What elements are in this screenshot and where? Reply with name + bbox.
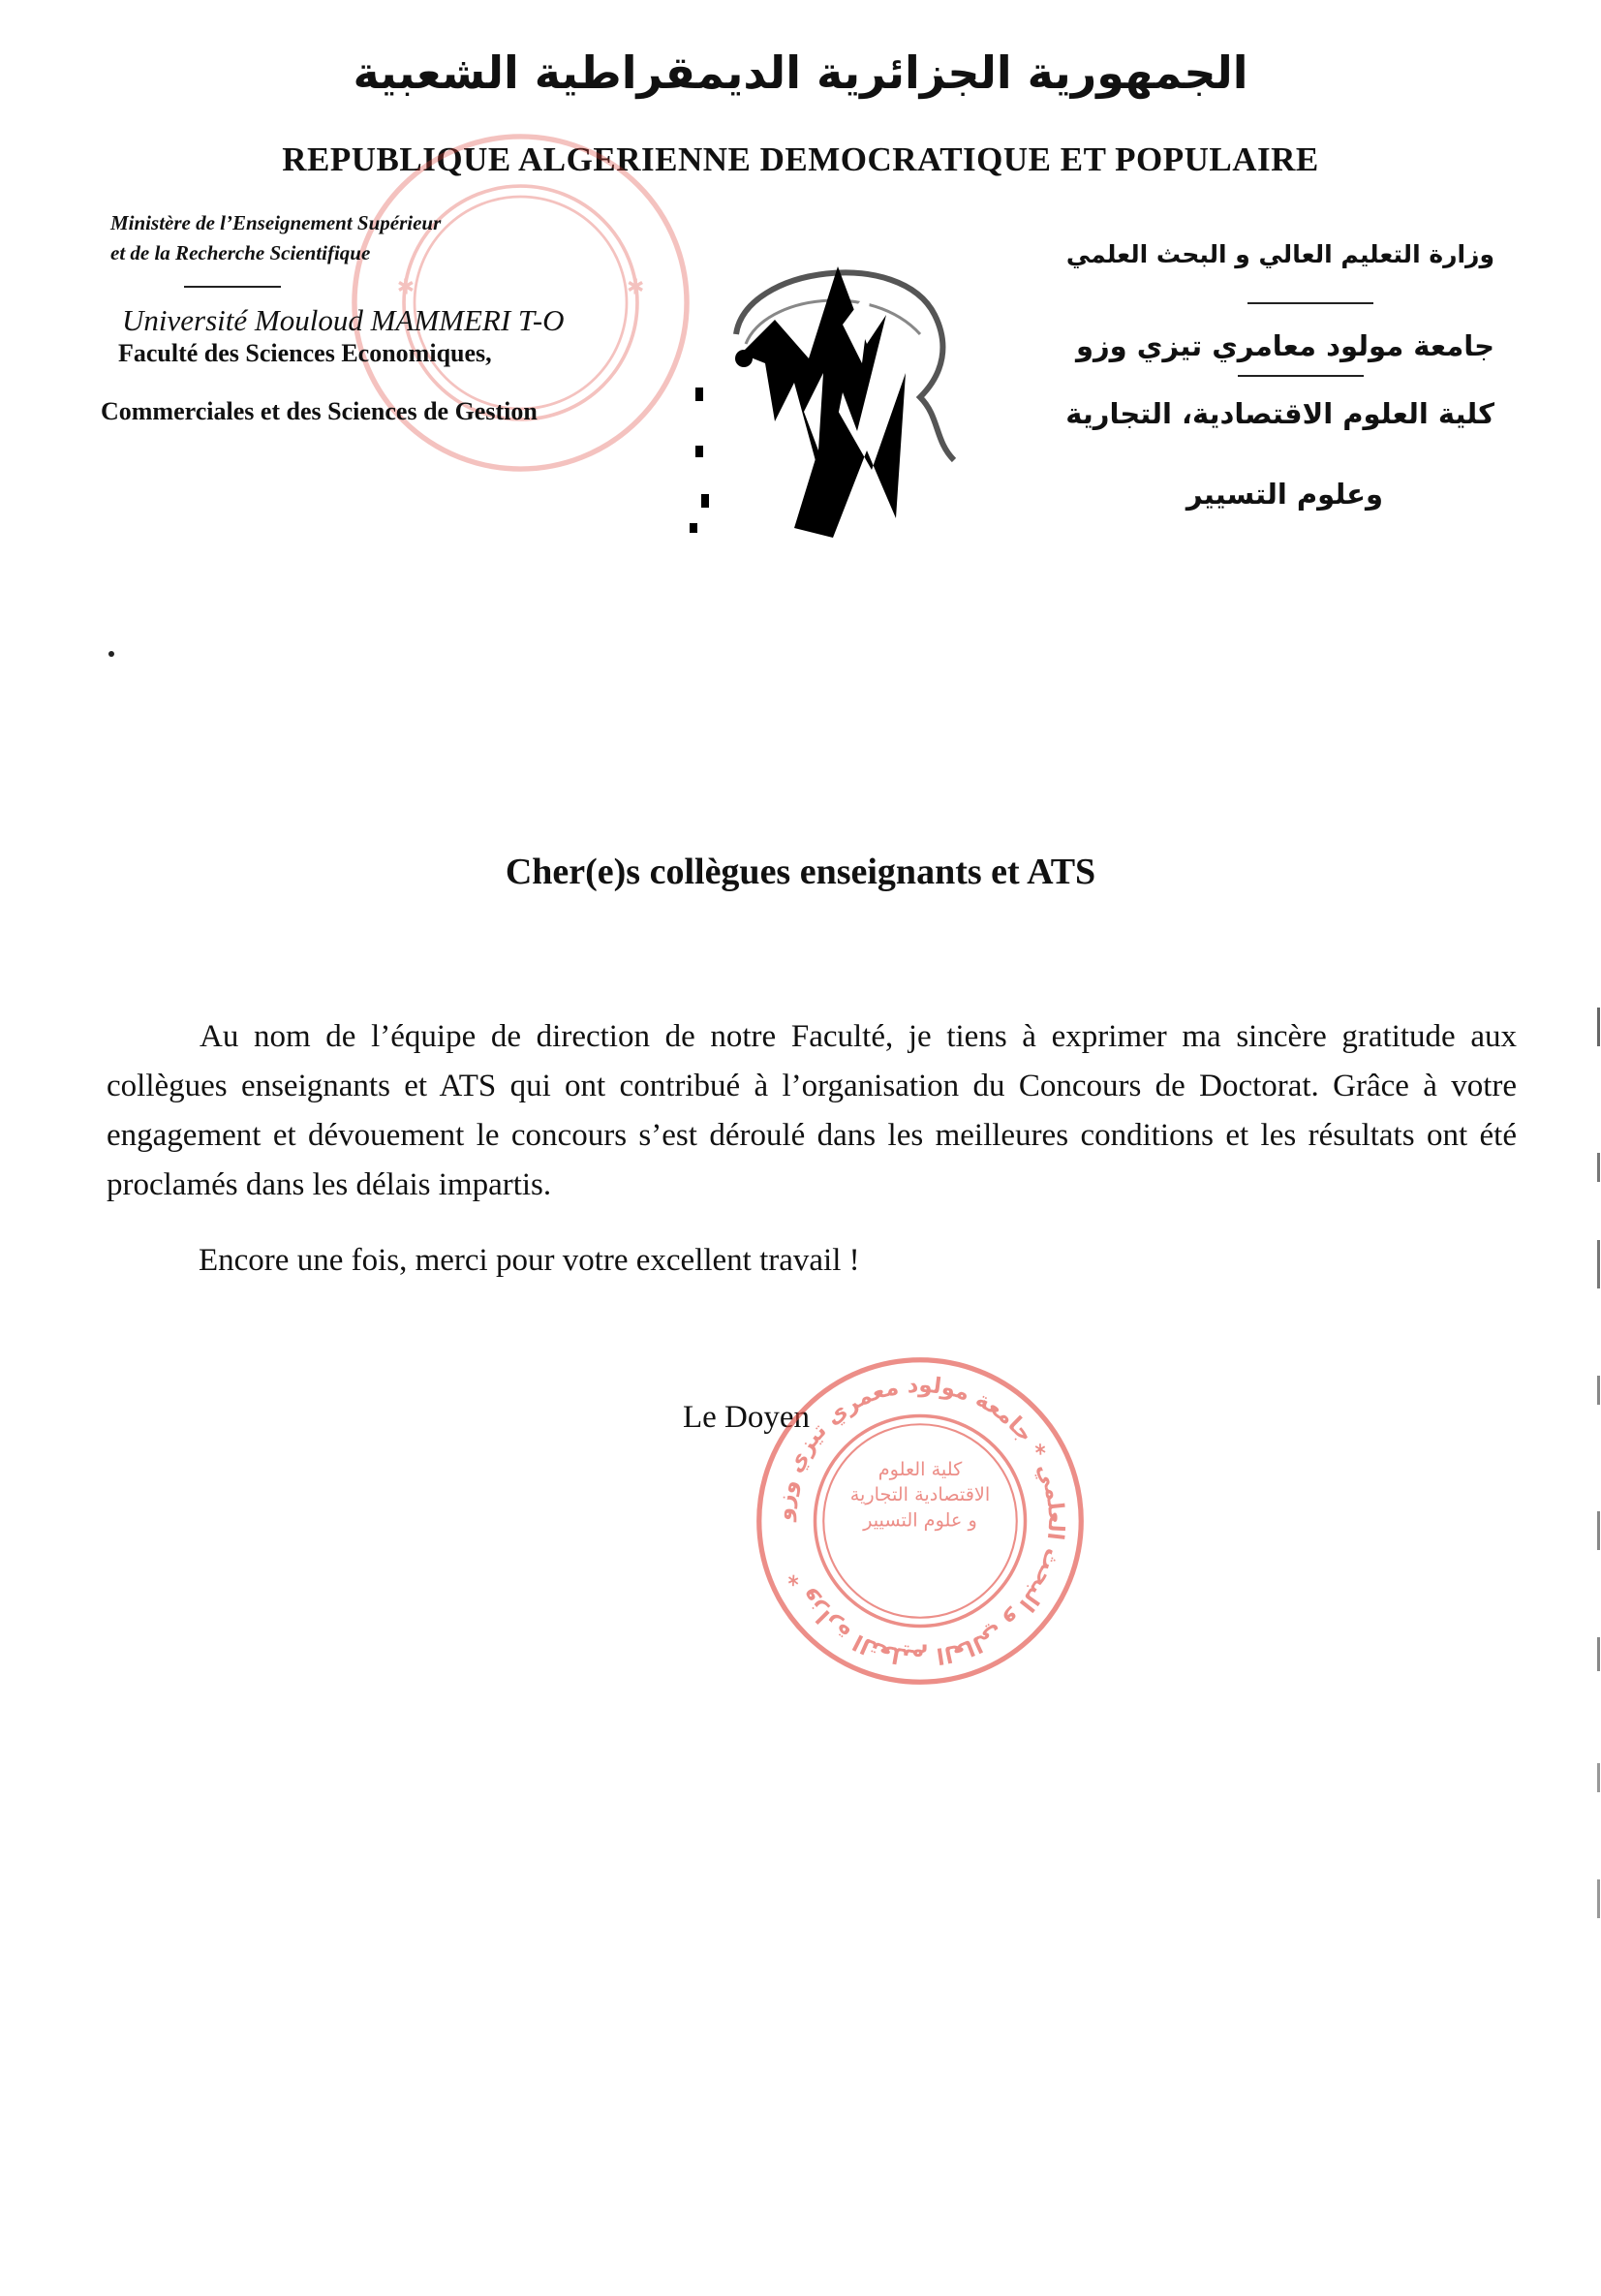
letter-body [107, 1012, 1517, 1210]
university-ar: جامعة مولود معامري تيزي وزو [1075, 329, 1494, 362]
faculty-fr-line-1: Faculté des Sciences Economiques, [118, 339, 492, 367]
faculty-ar-line-1: كلية العلوم الاقتصادية، التجارية [1065, 397, 1494, 430]
stamp-center-text: كلية العلوم الاقتصادية التجارية و علوم التسيير [849, 1458, 991, 1532]
letter-closing: Encore une fois, merci pour votre excellent travail ! [199, 1243, 860, 1278]
divider-right-1 [1247, 302, 1373, 304]
signature-title: Le Doyen [683, 1400, 811, 1435]
ministry-fr [110, 208, 441, 268]
ministry-line-1: Ministère de l’Enseignement Supérieur [110, 211, 442, 234]
arabic-republic-title: الجمهورية الجزائرية الديمقراطية الشعبية [353, 47, 1248, 99]
faculty-fr-line-2: Commerciales et des Sciences de Gestion [101, 397, 538, 425]
stray-dot [108, 651, 114, 657]
scan-edge-marks [1591, 1008, 1601, 2296]
french-republic-title: REPUBLIQUE ALGERIENNE DEMOCRATIQUE ET POPULAIRE [282, 140, 1319, 178]
faculty-ar-line-2: وعلوم التسيير [1185, 478, 1383, 511]
divider-right-2 [1238, 375, 1364, 377]
svg-text:✱: ✱ [396, 275, 416, 300]
stamp-ring-text: وزارة التعليم العالي و البحث العلمي * جامعة مولود معمري تيزي وزو * [771, 1372, 1069, 1670]
university-logo [678, 228, 1007, 547]
official-stamp-dean [751, 1351, 1090, 1691]
divider-left [184, 286, 281, 288]
letter-greeting: Cher(e)s collègues enseignants et ATS [505, 852, 1096, 892]
svg-text:✱: ✱ [627, 275, 645, 300]
ministry-ar: وزارة التعليم العالي و البحث العلمي [1065, 240, 1494, 268]
ministry-line-2: et de la Recherche Scientifique [110, 241, 371, 264]
letter-paragraph: Au nom de l’équipe de direction de notre Faculté, je tiens à exprimer ma sincère gratitude aux collègues enseignants et ATS qui ont contribué à l’organisation du Concours de Doctorat. Grâce à votre engagement et dévouement le concours s’est déroulé dans les meilleures conditions et les résultats ont été proclamés dans les délais impartis. [107, 1019, 1517, 1202]
university-fr: Université Mouloud MAMMERI T-O [122, 303, 565, 337]
